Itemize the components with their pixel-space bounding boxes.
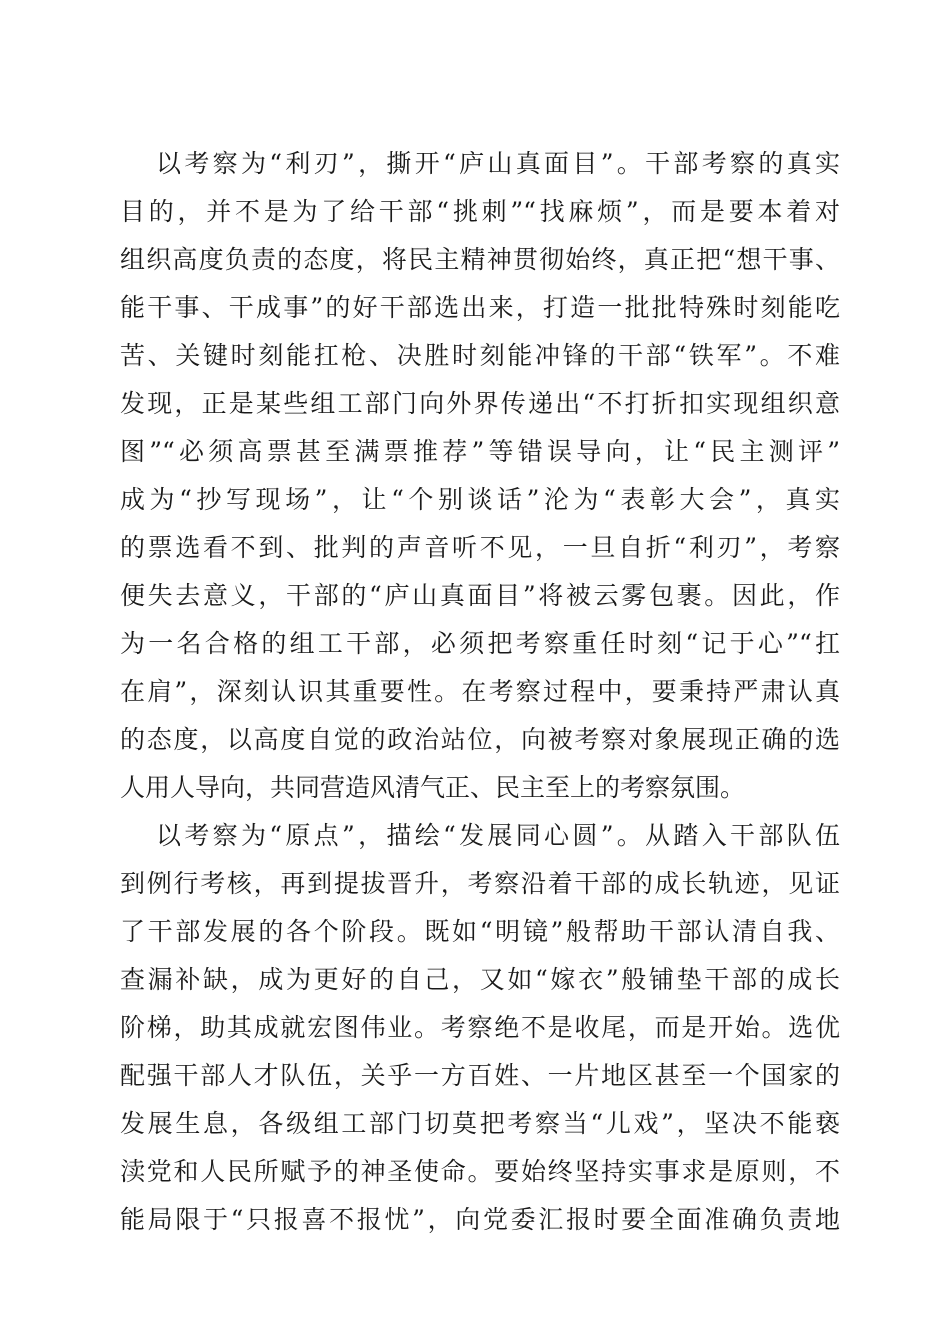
text-line: 成为“抄写现场”，让“个别谈话”沦为“表彰大会”，真实 [120,485,840,514]
text-line: 组织高度负责的态度，将民主精神贯彻始终，真正把“想干事、 [120,245,840,274]
text-line: 配强干部人才队伍，关乎一方百姓、一片地区甚至一个国家的 [120,1061,840,1090]
text-line: 便失去意义，干部的“庐山真面目”将被云雾包裹。因此，作 [120,581,840,610]
text-line: 渎党和人民所赋予的神圣使命。要始终坚持实事求是原则，不 [120,1157,840,1186]
text-line: 发展生息，各级组工部门切莫把考察当“儿戏”，坚决不能亵 [120,1109,840,1138]
text-line: 为一名合格的组工干部，必须把考察重任时刻“记于心”“扛 [120,629,840,658]
text-line: 以考察为“原点”，描绘“发展同心圆”。从踏入干部队伍 [156,821,840,850]
text-line: 阶梯，助其成就宏图伟业。考察绝不是收尾，而是开始。选优 [120,1013,840,1042]
text-line: 能干事、干成事”的好干部选出来，打造一批批特殊时刻能吃 [120,293,840,322]
text-line: 能局限于“只报喜不报忧”，向党委汇报时要全面准确负责地 [120,1205,840,1234]
text-line: 以考察为“利刃”，撕开“庐山真面目”。干部考察的真实 [156,149,840,178]
text-line: 查漏补缺，成为更好的自己，又如“嫁衣”般铺垫干部的成长 [120,965,840,994]
text-line: 苦、关键时刻能扛枪、决胜时刻能冲锋的干部“铁军”。不难 [120,341,840,370]
text-line: 在肩”，深刻认识其重要性。在考察过程中，要秉持严肃认真 [120,677,840,706]
text-line: 了干部发展的各个阶段。既如“明镜”般帮助干部认清自我、 [120,917,840,946]
text-line: 到例行考核，再到提拔晋升，考察沿着干部的成长轨迹，见证 [120,869,840,898]
text-line: 目的，并不是为了给干部“挑刺”“找麻烦”，而是要本着对 [120,197,840,226]
paragraph-2 [120,812,840,1244]
text-line: 人用人导向，共同营造风清气正、民主至上的考察氛围。 [120,773,746,802]
text-line: 发现，正是某些组工部门向外界传递出“不打折扣实现组织意 [120,389,840,418]
text-line: 图”“必须高票甚至满票推荐”等错误导向，让“民主测评” [120,437,840,466]
text-line: 的票选看不到、批判的声音听不见，一旦自折“利刃”，考察 [120,533,840,562]
paragraph-1 [120,140,840,812]
body-text [120,140,840,1244]
text-line: 的态度，以高度自觉的政治站位，向被考察对象展现正确的选 [120,725,840,754]
